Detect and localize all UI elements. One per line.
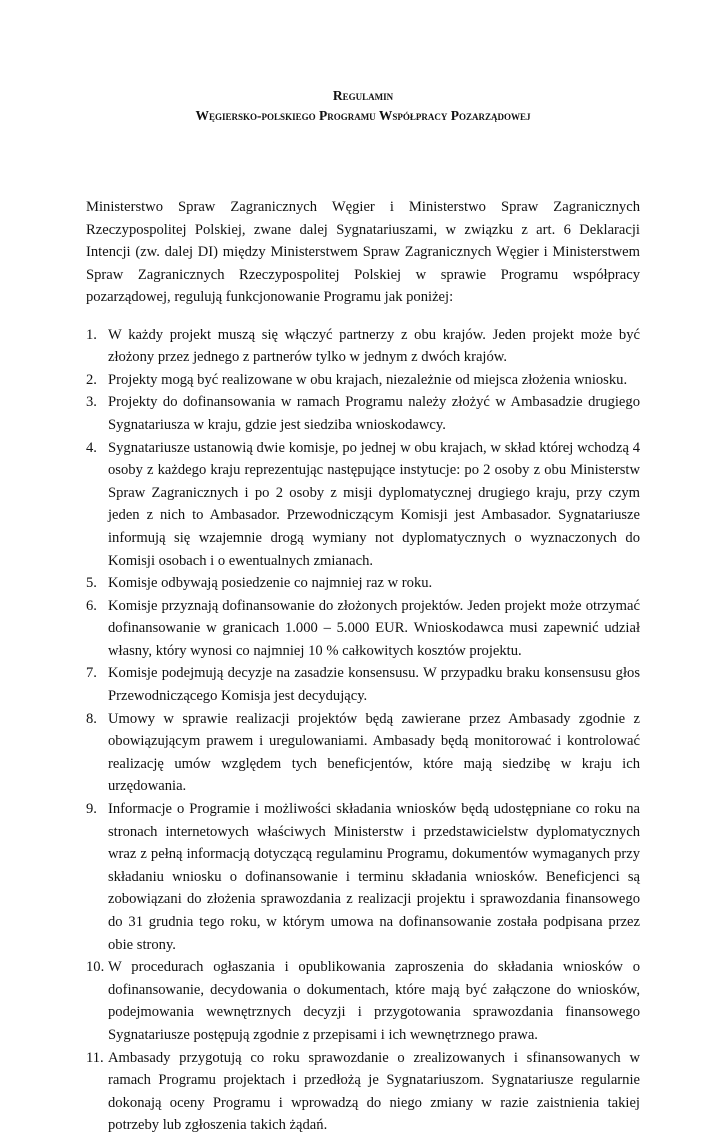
item-number: 1. [86,326,97,343]
item-text: Informacje o Programie i możliwości składania wniosków będą udostępniane co roku na stronach internetowych właściwych Ministerstw i przedstawicielstw dyplomatycznych wraz z pełną informacją dotyczącą regulaminu Programu, dokumentów wymaganych przy składaniu wniosku o dofinansowanie i terminu składania wniosków. Beneficjenci są zobowiązani do złożenia sprawozdania z realizacji projektu i sprawozdania finansowego do 31 grudnia tego roku, w którym umowa na dofinansowanie została podpisana przez obie strony. [108,801,640,953]
list-item [86,324,640,369]
item-number: 10. [86,959,105,976]
list-item [86,708,640,798]
item-text: W każdy projekt muszą się włączyć partnerzy z obu krajów. Jeden projekt może być złożony przez jednego z partnerów tylko w jednym z dwóch krajów. [108,326,640,366]
rules-list [86,324,640,1137]
document-page [86,86,640,1137]
item-number: 2. [86,371,97,388]
item-number: 8. [86,710,97,727]
item-number: 9. [86,801,97,818]
list-item [86,662,640,707]
list-item [86,595,640,663]
list-item [86,572,640,595]
item-number: 7. [86,665,97,682]
item-number: 6. [86,597,97,614]
document-title: Regulamin [332,88,394,103]
item-text: Projekty do dofinansowania w ramach Programu należy złożyć w Ambasadzie drugiego Sygnatariusza w kraju, gdzie jest siedziba wnioskodawcy. [108,394,640,433]
item-text: Komisje przyznają dofinansowanie do złożonych projektów. Jeden projekt może otrzymać dofinansowanie w granicach 1.000 – 5.000 EUR. Wnioskodawca musi zapewnić udział własny, który wynosi co najmniej 10 % całkowitych kosztów projektu. [108,597,640,659]
item-number: 4. [86,439,97,456]
list-item [86,1047,640,1137]
item-text: Projekty mogą być realizowane w obu krajach, niezależnie od miejsca złożenia wniosku. [108,371,628,388]
item-text: Komisje podejmują decyzje na zasadzie konsensusu. W przypadku braku konsensusu głos Przewodniczącego Komisja jest decydujący. [108,665,640,705]
document-subtitle: Węgiersko-polskiego Programu Współpracy Pozarządowej [195,108,531,123]
item-number: 3. [86,394,97,411]
item-text: Komisje odbywają posiedzenie co najmniej raz w roku. [108,575,433,592]
item-number: 11. [86,1049,104,1066]
list-item [86,956,640,1046]
item-number: 5. [86,575,97,592]
item-text: Umowy w sprawie realizacji projektów będą zawierane przez Ambasady zgodnie z obowiązującym prawem i uregulowaniami. Ambasady będą monitorować i kontrolować realizację umów względem tych beneficjentów, które mają siedzibę w kraju ich urzędowania. [108,710,640,795]
item-text: Ambasady przygotują co roku sprawozdanie o zrealizowanych i sfinansowanych w ramach Programu projektach i przedłożą je Sygnatariuszom. Sygnatariusze regularnie dokonają oceny Programu i wprowadzą do niego zmiany w razie zaistnienia takiej potrzeby lub zgłoszenia takich żądań. [108,1049,640,1134]
list-item [86,391,640,436]
list-item [86,437,640,573]
list-item [86,369,640,392]
list-item [86,798,640,956]
item-text: Sygnatariusze ustanowią dwie komisje, po jednej w obu krajach, w skład której wchodzą 4 osoby z każdego kraju reprezentując następujące instytucje: po 2 osoby z obu Ministerstw Spraw Zagranicznych i po 2 osoby z misji dyplomatycznej drugiego kraju, przy czym jeden z nich to Ambasador. Przewodniczącym Komisji jest Ambasador. Sygnatariusze informują się wzajemnie drogą wymiany not dyplomatycznych o wyznaczonych do Komisji osobach i o ewentualnych zmianach. [108,439,640,569]
intro-paragraph: Ministerstwo Spraw Zagranicznych Węgier i Ministerstwo Spraw Zagranicznych Rzeczypospolitej Polskiej, zwane dalej Sygnatariuszami, w związku z art. 6 Deklaracji Intencji (zw. dalej DI) między Ministerstwem Spraw Zagranicznych Węgier i Ministerstwem Spraw Zagranicznych Rzeczypospolitej Polskiej w sprawie Programu współpracy pozarządowej, regulują funkcjonowanie Programu jak poniżej: [86,199,640,306]
item-text: W procedurach ogłaszania i opublikowania zaproszenia do składania wniosków o dofinansowanie, decydowania o dokumentach, które mają być załączone do wniosków, podejmowania wewnętrznych decyzji i przygotowania sprawozdania finansowego Sygnatariusze postępują zgodnie z przepisami i ich wewnętrznego prawa. [108,959,640,1043]
